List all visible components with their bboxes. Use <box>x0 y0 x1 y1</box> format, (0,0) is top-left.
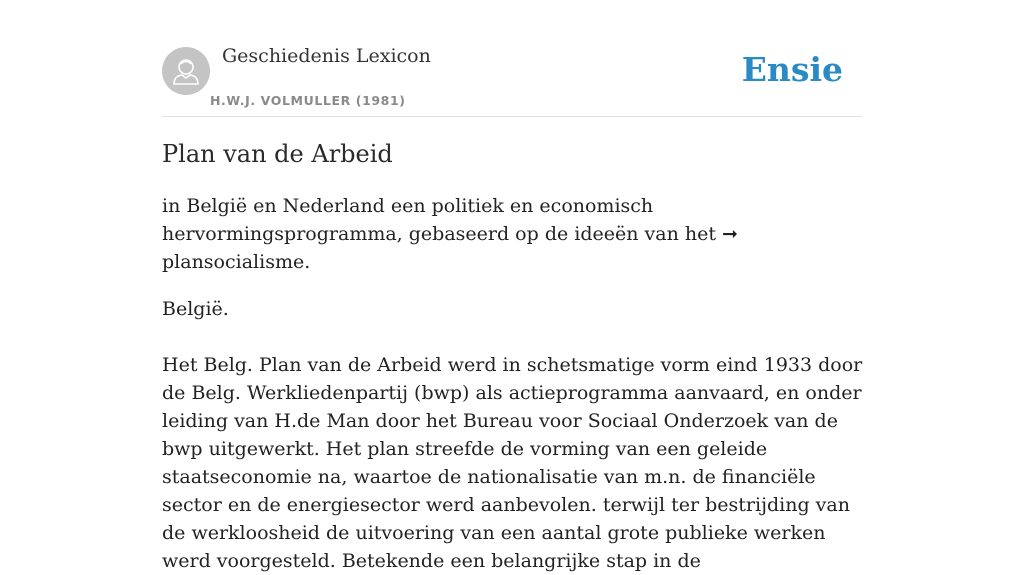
intro-end: . <box>304 251 311 273</box>
brand-logo[interactable]: Ensie <box>741 50 843 89</box>
source-header <box>162 0 862 117</box>
source-title[interactable]: Geschiedenis Lexicon <box>222 45 431 67</box>
entry-intro <box>162 192 872 276</box>
user-icon <box>162 47 210 95</box>
entry-body: Het Belg. Plan van de Arbeid werd in schetsmatige vorm eind 1933 door de Belg. Werkliedenpartij (bwp) als actieprogramma aanvaard, en onder leiding van H.de Man door het Bureau voor Sociaal Onderzoek van de bwp uitgewerkt. Het plan streefde de vorming van een geleide staatseconomie na, waartoe de nationalisatie van m.n. de financiële sector en de energiesector werd aanbevolen. terwijl ter bestrijding van de werkloosheid de uitvoering van een aantal grote publieke werken werd voorgesteld. Betekende een belangrijke stap in de <box>162 354 863 572</box>
intro-text: in België en Nederland een politiek en economisch hervormingsprogramma, gebaseerd op de ideeën van het <box>162 195 723 245</box>
source-author: H.W.J. VOLMULLER (1981) <box>210 93 406 108</box>
section-heading: België. <box>162 298 229 320</box>
entry-content <box>162 138 872 575</box>
arrow-right-icon: ➞ <box>722 223 738 245</box>
cross-reference-link[interactable]: plansocialisme <box>162 251 305 273</box>
entry-title: Plan van de Arbeid <box>162 140 393 168</box>
